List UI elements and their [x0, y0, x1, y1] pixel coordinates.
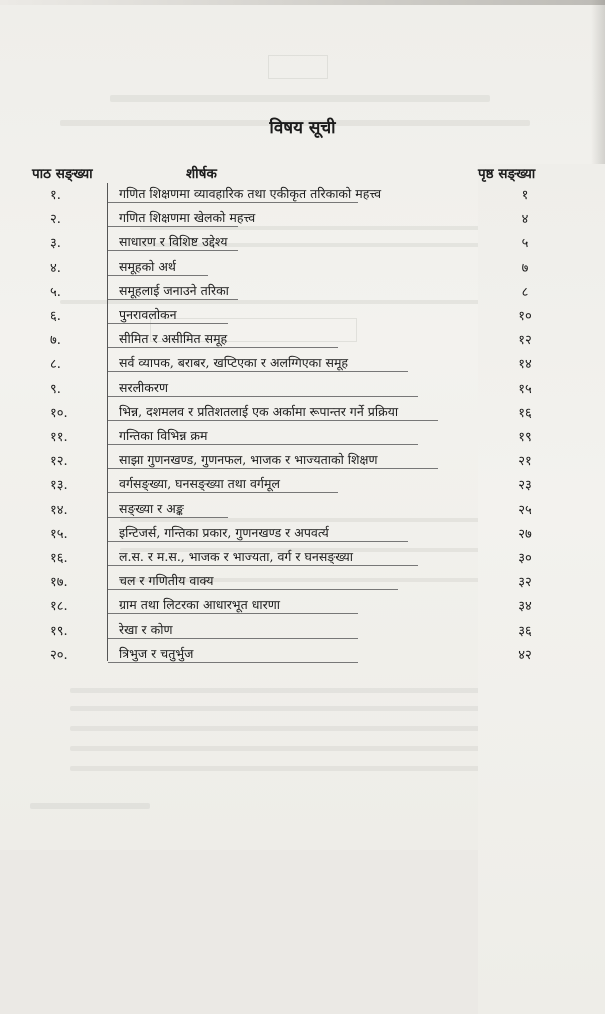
toc-lesson-number: ९. [50, 381, 61, 397]
toc-page-number: २७ [518, 526, 532, 542]
toc-lesson-number: १. [50, 188, 61, 203]
toc-topic: चल र गणितीय वाक्य [119, 573, 214, 589]
header-lesson-number: पाठ सङ्ख्या [32, 166, 93, 182]
toc-row [0, 205, 605, 229]
toc-row-rule [108, 396, 418, 397]
toc-page-number: २३ [518, 478, 532, 494]
toc-topic: सङ्ख्या र अङ्क [119, 500, 184, 516]
toc-row-rule [108, 444, 418, 445]
toc-page-number: ८ [521, 284, 529, 300]
toc-lesson-number: १३. [50, 478, 68, 494]
toc-row-rule [108, 541, 408, 542]
bleed-through-footer [30, 803, 150, 809]
toc-lesson-number: ३. [50, 236, 61, 252]
toc-row-rule [108, 565, 418, 566]
top-scan-edge [0, 0, 605, 5]
toc-row-rule [108, 226, 238, 227]
toc-row [0, 278, 605, 302]
toc-topic: वर्गसङ्ख्या, घनसङ्ख्या तथा वर्गमूल [119, 476, 280, 492]
toc-row [0, 302, 605, 326]
toc-lesson-number: ८. [50, 357, 61, 373]
toc-lesson-number: १९. [50, 623, 68, 639]
header-topic: शीर्षक [186, 166, 217, 182]
toc-topic: साझा गुणनखण्ड, गुणनफल, भाजक र भाज्यताको शिक्षण [119, 452, 378, 468]
toc-topic: सर्व व्यापक, बराबर, खप्टिएका र अलग्गिएका समूह [119, 355, 349, 371]
toc-lesson-number: १०. [50, 405, 68, 421]
toc-row-rule [108, 347, 338, 348]
toc-row [0, 254, 605, 278]
toc-topic: इन्टिजर्स, गन्तिका प्रकार, गुणनखण्ड र अपवर्त्य [119, 524, 329, 540]
toc-lesson-number: ११. [50, 430, 68, 445]
toc-row-rule [108, 662, 358, 663]
toc-topic: त्रिभुज र चतुर्भुज [119, 645, 194, 661]
toc-page-number: ३० [518, 551, 532, 566]
toc-lesson-number: ५. [50, 284, 61, 300]
toc-topic: सरलीकरण [119, 379, 169, 395]
header-page-number: पृष्ठ सङ्ख्या [478, 164, 605, 1014]
page-title: विषय सूची [269, 118, 336, 138]
toc-row-rule [108, 468, 438, 469]
toc-lesson-number: १७. [50, 575, 68, 591]
toc-topic: साधारण र विशिष्ट उद्देश्य [119, 234, 228, 250]
toc-row-rule [108, 613, 358, 614]
toc-page-number: १४ [518, 357, 532, 373]
toc-topic: पुनरावलोकन [119, 307, 177, 322]
toc-topic: गणित शिक्षणमा खेलको महत्त्व [119, 210, 256, 226]
toc-topic: गणित शिक्षणमा व्यावहारिक तथा एकीकृत तरिकाको महत्त्व [119, 186, 382, 201]
toc-row-rule [108, 589, 398, 590]
toc-row-rule [108, 202, 358, 203]
toc-row-rule [108, 638, 358, 639]
toc-lesson-number: १५. [50, 526, 68, 542]
toc-lesson-number: २०. [50, 647, 68, 663]
toc-topic: ल.स. र म.स., भाजक र भाज्यता, वर्ग र घनसङ्ख्या [119, 549, 354, 564]
toc-lesson-number: ७. [50, 333, 61, 349]
bleed-through-box [268, 55, 328, 79]
toc-page-number: ४२ [518, 647, 532, 663]
toc-page-number: ७ [521, 260, 529, 276]
toc-lesson-number: १२. [50, 454, 68, 470]
toc-lesson-number: १८. [50, 599, 68, 615]
toc-topic: समूहको अर्थ [119, 258, 176, 274]
toc-row-rule [108, 299, 238, 300]
toc-row-rule [108, 492, 338, 493]
toc-row-rule [108, 371, 408, 372]
toc-row-rule [108, 323, 228, 324]
toc-page-number: १६ [518, 405, 532, 421]
toc-topic: भिन्न, दशमलव र प्रतिशतलाई एक अर्कामा रूपान्तर गर्ने प्रक्रिया [119, 403, 399, 419]
bleed-through-line [110, 95, 490, 102]
toc-page-number: १ [521, 188, 529, 203]
toc-row [0, 496, 605, 520]
toc-row [0, 229, 605, 253]
toc-page-number: १९ [518, 430, 532, 445]
toc-page-number: २१ [518, 454, 532, 470]
toc-row-rule [108, 517, 228, 518]
toc-lesson-number: ४. [50, 260, 61, 276]
toc-page-number: १५ [518, 381, 532, 397]
toc-page-number: ३२ [518, 575, 532, 591]
toc-row-rule [108, 275, 208, 276]
toc-page-number: २५ [518, 502, 532, 518]
toc-lesson-number: १४. [50, 502, 68, 518]
toc-row-rule [108, 250, 238, 251]
toc-page-number: ३६ [518, 623, 532, 639]
toc-lesson-number: १६. [50, 551, 68, 566]
toc-topic: रेखा र कोण [119, 621, 173, 637]
toc-page-number: ४ [521, 212, 529, 228]
toc-topic: ग्राम तथा लिटरका आधारभूत धारणा [119, 597, 281, 613]
toc-lesson-number: २. [50, 212, 61, 228]
toc-topic: गन्तिका विभिन्न क्रम [119, 428, 208, 443]
toc-row-rule [108, 420, 438, 421]
toc-page-number: १२ [518, 333, 532, 349]
toc-page-number: ५ [521, 236, 529, 252]
toc-lesson-number: ६. [50, 309, 61, 324]
toc-page-number: १० [518, 309, 532, 324]
toc-topic: सीमित र असीमित समूह [119, 331, 228, 347]
toc-page-number: ३४ [518, 599, 532, 615]
toc-topic: समूहलाई जनाउने तरिका [119, 282, 229, 298]
